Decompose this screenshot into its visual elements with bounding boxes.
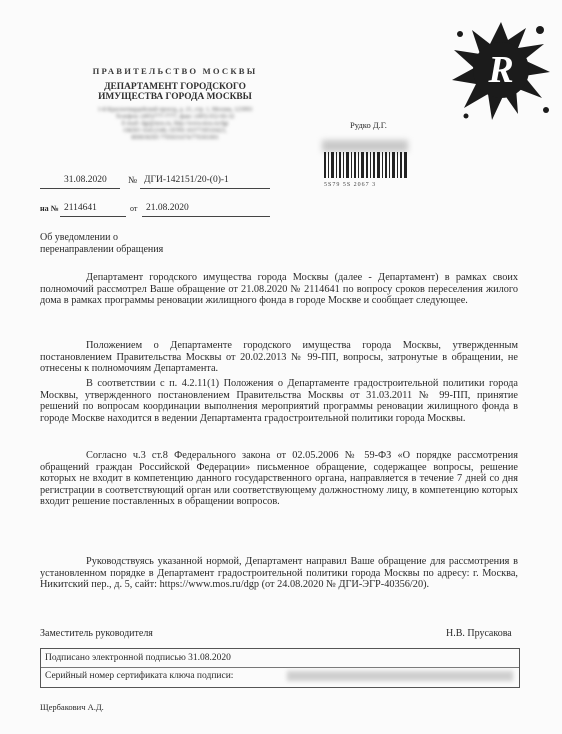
incoming-date: 21.08.2020 xyxy=(146,203,189,213)
department-address: 1-й Красногвардейский проезд, д. 21, стр. 1, Москва, 123993 Телефон: (495)777-7777, факс: (495) 652-66-32 E-mail: dgi@mos.ru, http://www.mos.ru/dgi ОКПО 16412348, ОГРН 1037739510423, ИНН/КПП 7705031674/770301001 xyxy=(97,107,253,141)
subject: Об уведомлении о перенаправлении обращения xyxy=(40,232,164,255)
signature-box-line2: Серийный номер сертификата ключа подписи: xyxy=(45,671,234,681)
signer-name: Н.В. Пруcакова xyxy=(446,628,512,639)
watermark-letter: R xyxy=(488,49,514,91)
department-name-line1: ДЕПАРТАМЕНТ ГОРОДСКОГО xyxy=(104,82,246,92)
body-paragraph-5: Руководствуясь указанной нормой, Департамент направил Ваше обращение для рассмотрения в установленном порядке в Департамент градостроительной политики города Москвы по адресу: г. Москва, Никитский пер., д. 5, сайт: https://www.mos.ru/dgp (от 24.08.2020 № ДГИ-ЭГР-40356/20). xyxy=(40,556,518,591)
incoming-number: 2114641 xyxy=(64,203,97,213)
outgoing-number: ДГИ-142151/20-(0)-1 xyxy=(144,175,229,185)
signer-position: Заместитель руководителя xyxy=(40,628,153,639)
body-paragraph-2: Положением о Департаменте городского имущества города Москвы, утвержденным постановлением Правительства Москвы от 20.02.2013 № 99-ПП, вопросы, затронутые в обращении, не отнесены к полномочиям Департамента. xyxy=(40,340,518,375)
department-name-line2: ИМУЩЕСТВА ГОРОДА МОСКВЫ xyxy=(98,92,252,102)
electronic-signature-box xyxy=(40,648,520,688)
body-paragraph-1: Департамент городского имущества города Москвы (далее - Департамент) в рамках своих полномочий рассмотрел Ваше обращение от 21.08.2020 № 2114641 по вопросу сроков переселения жилого дома в рамках программы реновации жилищного фонда в городе Москве и сообщает следующее. xyxy=(40,272,518,307)
outgoing-number-prefix: № xyxy=(128,176,138,186)
watermark-logo xyxy=(446,10,556,130)
body-paragraph-3: В соответствии с п. 4.2.11(1) Положения о Департаменте градостроительной политики города Москвы, утвержденного постановлением Правительства Москвы от 31.03.2011 № 99-ПП, принятие решений по вопросам координации выполнения мероприятий программы реновации жилищного фонда в городе Москве находится в ведении Департамента градостроительной политики города Москвы. xyxy=(40,378,518,424)
incoming-prefix: на № xyxy=(40,204,59,213)
government-name: ПРАВИТЕЛЬСТВО МОСКВЫ xyxy=(92,66,258,76)
recipient-name: Рудко Д.Г. xyxy=(350,120,387,130)
signature-box-line1: Подписано электронной подписью 31.08.2020 xyxy=(45,653,231,663)
outgoing-date: 31.08.2020 xyxy=(64,175,107,185)
incoming-from-label: от xyxy=(130,204,138,213)
executor-name: Щербакович А.Д. xyxy=(40,702,104,712)
redacted-address xyxy=(322,140,408,152)
barcode-number: 5S79 5S 2067 3 xyxy=(324,182,377,188)
body-paragraph-4: Согласно ч.3 ст.8 Федерального закона от 02.05.2006 № 59-ФЗ «О порядке рассмотрения обращений граждан Российской Федерации» письменное обращение, содержащее вопросы, решение которых не входит в компетенцию данного государственного органа, направляется в течение 7 дней со дня регистрации в соответствующий орган или соответствующему должностному лицу, в компетенцию которых входит решение поставленных в обращении вопросов. xyxy=(40,450,518,508)
redacted-certificate xyxy=(287,671,513,681)
